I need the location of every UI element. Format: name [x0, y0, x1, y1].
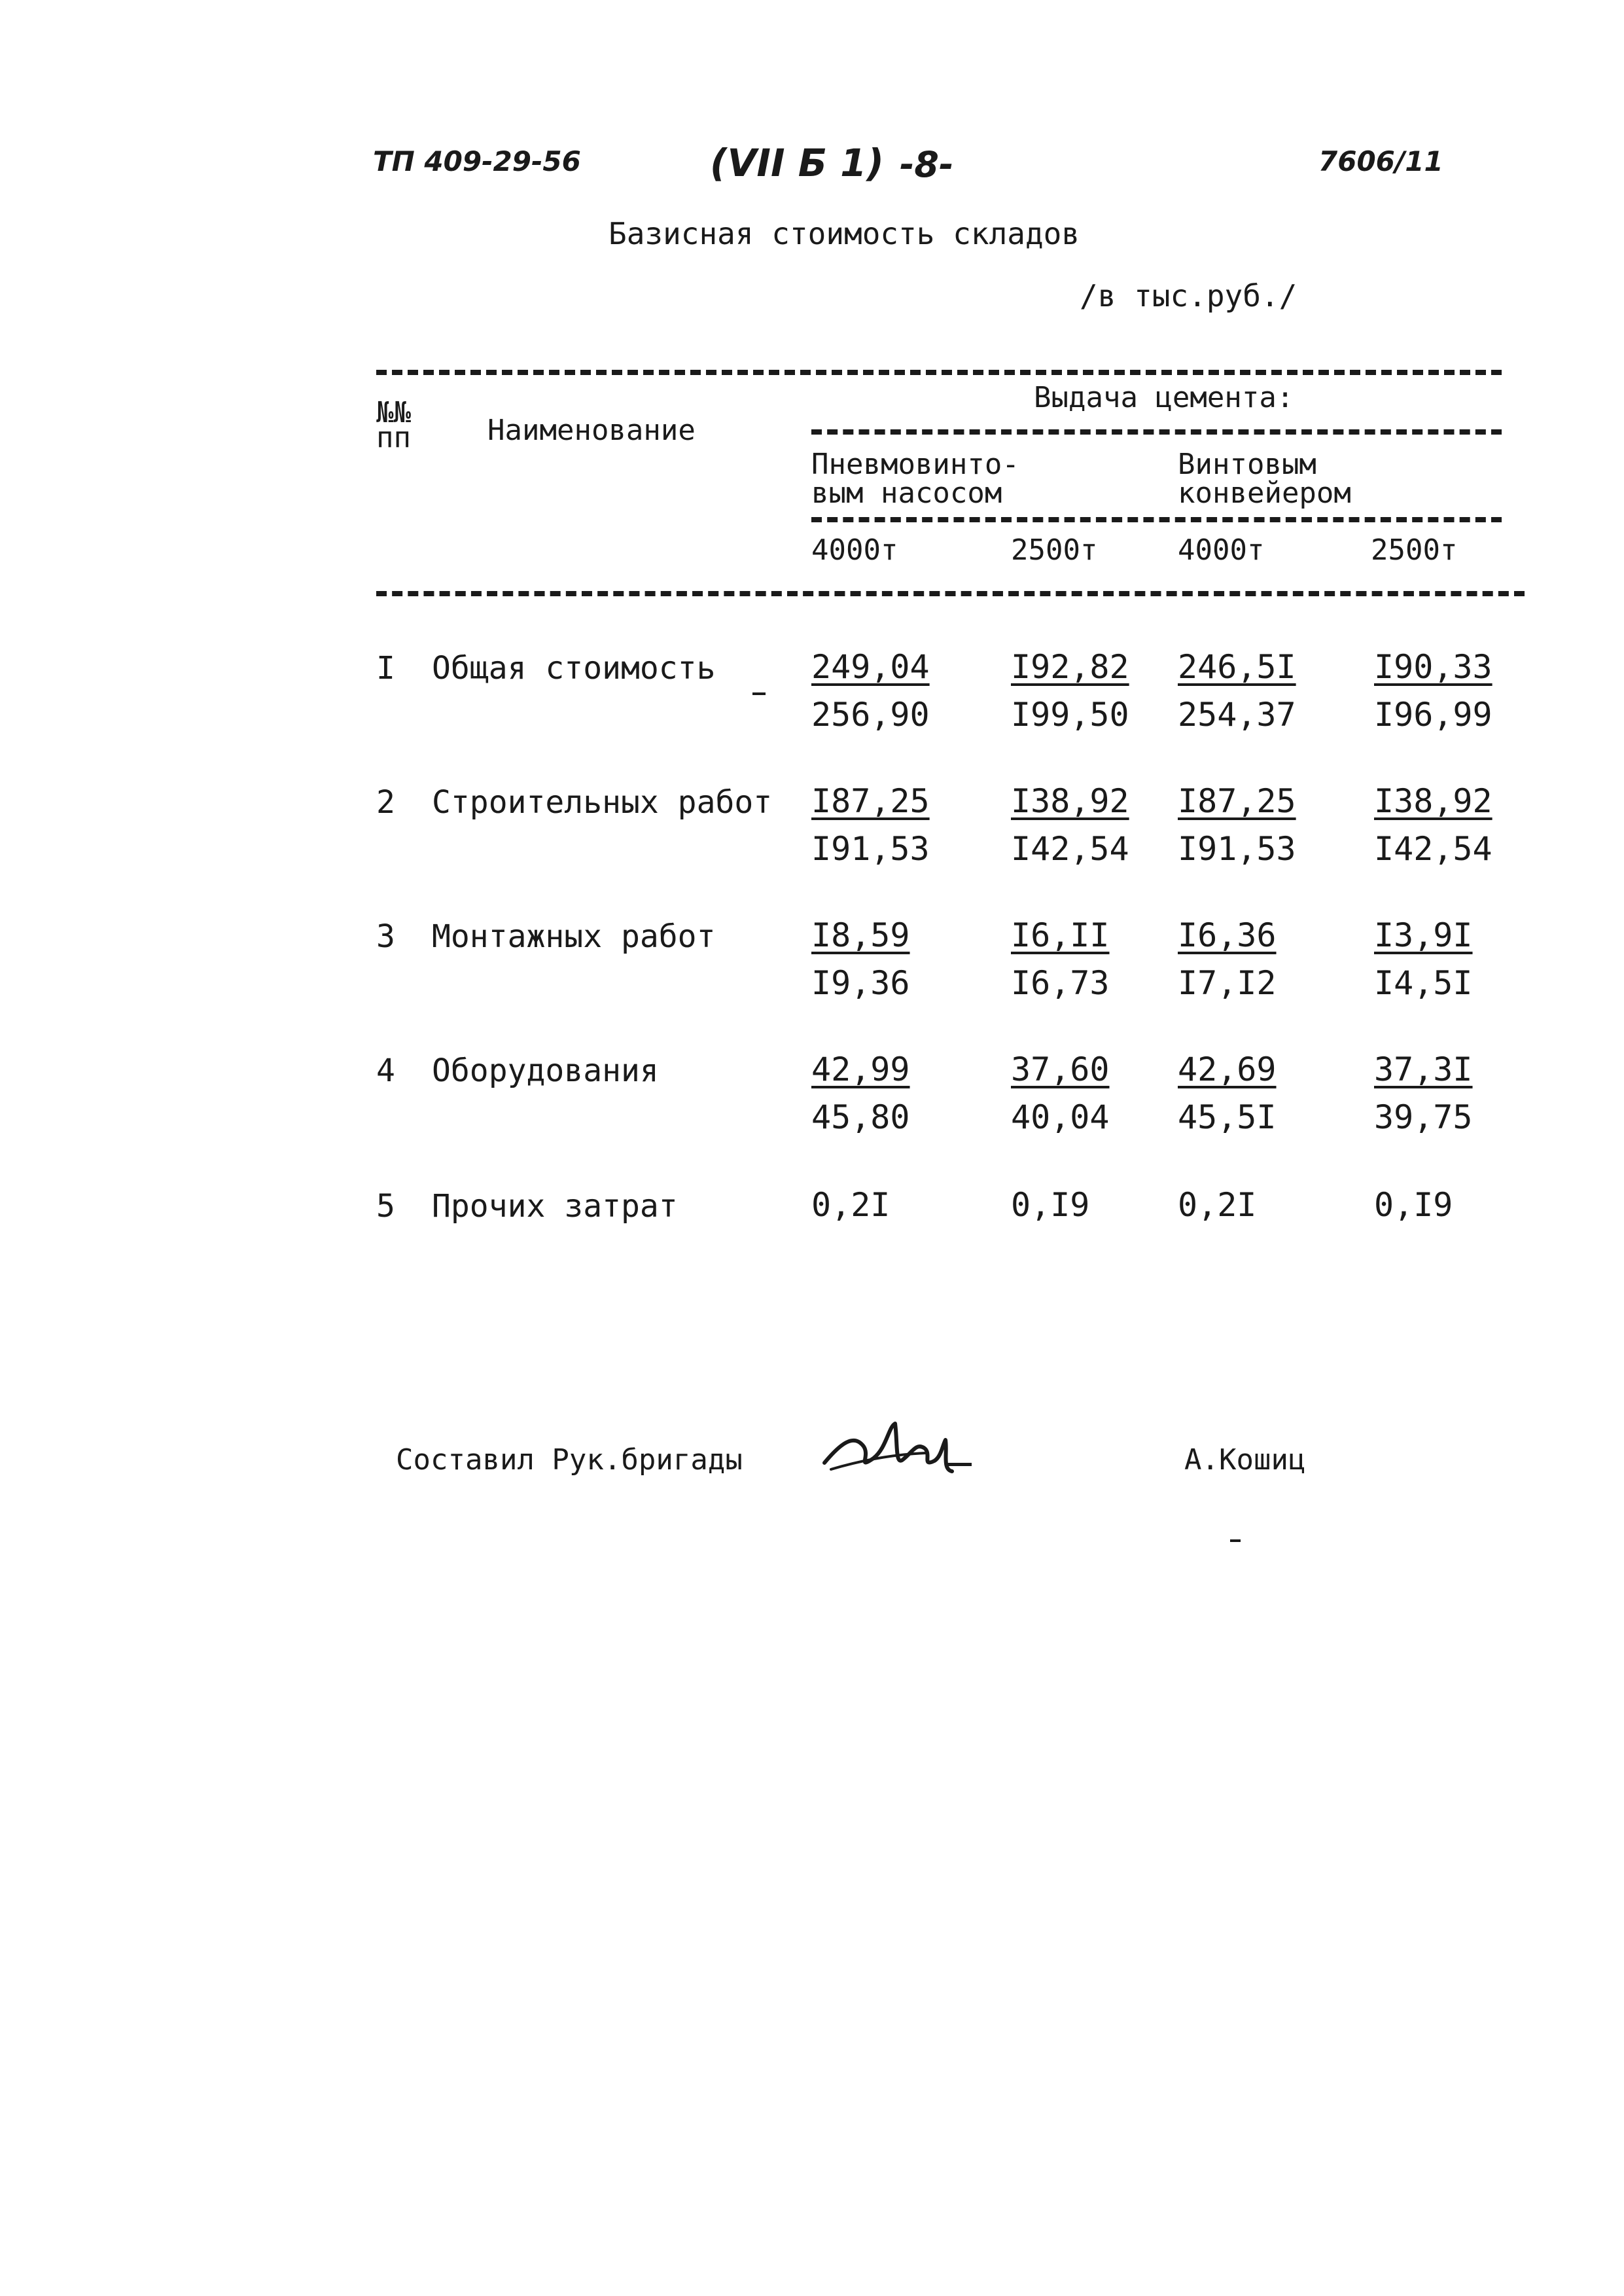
row-number: 3	[376, 918, 395, 955]
row-number-header: №№ пп	[376, 396, 411, 454]
cell-value-bottom: I99,50	[1011, 696, 1129, 734]
cell-value-bottom: I4,5I	[1374, 964, 1473, 1002]
cell-value-top: 42,99	[811, 1050, 910, 1088]
row-name: Оборудования	[432, 1052, 659, 1089]
stray-mark	[1230, 1539, 1241, 1542]
cell-value-top: 246,5I	[1178, 648, 1296, 686]
cell-value-top: I8,59	[811, 916, 910, 954]
cell-value-top: I38,92	[1374, 782, 1492, 820]
capacity-header: 2500т	[1011, 533, 1098, 567]
cell-value-top: 249,04	[811, 648, 930, 686]
capacity-header: 4000т	[1178, 533, 1265, 567]
name-column-header: Наименование	[487, 414, 696, 447]
subgroup-rule	[811, 517, 1502, 522]
group-rule	[811, 429, 1502, 435]
cell-value-top: I90,33	[1374, 648, 1492, 686]
row-number: 4	[376, 1052, 395, 1089]
cell-value: 0,I9	[1011, 1186, 1090, 1224]
cell-value-bottom: I42,54	[1011, 830, 1129, 868]
cell-value-bottom: I9,36	[811, 964, 910, 1002]
page-number: -8-	[900, 144, 954, 185]
cell-value-top: I38,92	[1011, 782, 1129, 820]
cell-value-bottom: 39,75	[1374, 1098, 1473, 1136]
cell-value-top: I92,82	[1011, 648, 1129, 686]
row-name: Строительных работ	[432, 784, 773, 821]
cell-value-top: I3,9I	[1374, 916, 1473, 954]
cell-value-bottom: 256,90	[811, 696, 930, 734]
cell-value-bottom: 254,37	[1178, 696, 1296, 734]
cell-value: 0,I9	[1374, 1186, 1453, 1224]
cell-value-top: 37,60	[1011, 1050, 1110, 1088]
document-title: Базисная стоимость складов	[609, 216, 1080, 251]
cell-value-bottom: I91,53	[1178, 830, 1296, 868]
capacity-header: 2500т	[1371, 533, 1458, 567]
cell-value-bottom: I7,I2	[1178, 964, 1277, 1002]
project-code: ТП 409-29-56	[373, 145, 581, 177]
cell-value-bottom: 45,80	[811, 1098, 910, 1136]
document-number: 7606/11	[1318, 145, 1443, 177]
row-name: Общая стоимость	[432, 650, 716, 687]
units-note: /в тыс.руб./	[1080, 278, 1297, 314]
cell-value-top: I6,36	[1178, 916, 1277, 954]
cell-value-bottom: 45,5I	[1178, 1098, 1277, 1136]
compiled-by-label: Составил Рук.бригады	[396, 1443, 743, 1477]
capacity-header: 4000т	[811, 533, 898, 567]
group-header-cement-delivery: Выдача цемента:	[1034, 381, 1294, 414]
cell-value-top: I87,25	[811, 782, 930, 820]
handwritten-signature	[811, 1407, 981, 1486]
row-number: I	[376, 650, 395, 687]
cell-value-top: 42,69	[1178, 1050, 1277, 1088]
cell-value-bottom: I96,99	[1374, 696, 1492, 734]
cell-value-top: I6,II	[1011, 916, 1110, 954]
signatory-name: А.Кошиц	[1184, 1443, 1306, 1477]
section-code: (VII Б 1)	[710, 141, 885, 185]
subgroup-pneumatic-pump: Пневмовинто- вым насосом	[811, 448, 1019, 510]
stray-mark	[752, 692, 766, 695]
subgroup-screw-conveyor: Винтовым конвейером	[1178, 448, 1351, 510]
row-name: Монтажных работ	[432, 918, 716, 955]
signature-dash	[945, 1463, 972, 1466]
row-name: Прочих затрат	[432, 1188, 678, 1225]
cell-value: 0,2I	[1178, 1186, 1257, 1224]
header-bottom-rule	[376, 591, 1525, 596]
row-number: 2	[376, 784, 395, 821]
cell-value-bottom: I42,54	[1374, 830, 1492, 868]
cell-value-top: I87,25	[1178, 782, 1296, 820]
cell-value-bottom: 40,04	[1011, 1098, 1110, 1136]
row-number: 5	[376, 1188, 395, 1225]
cell-value-top: 37,3I	[1374, 1050, 1473, 1088]
table-top-rule	[376, 370, 1502, 375]
cell-value: 0,2I	[811, 1186, 891, 1224]
cell-value-bottom: I91,53	[811, 830, 930, 868]
cell-value-bottom: I6,73	[1011, 964, 1110, 1002]
